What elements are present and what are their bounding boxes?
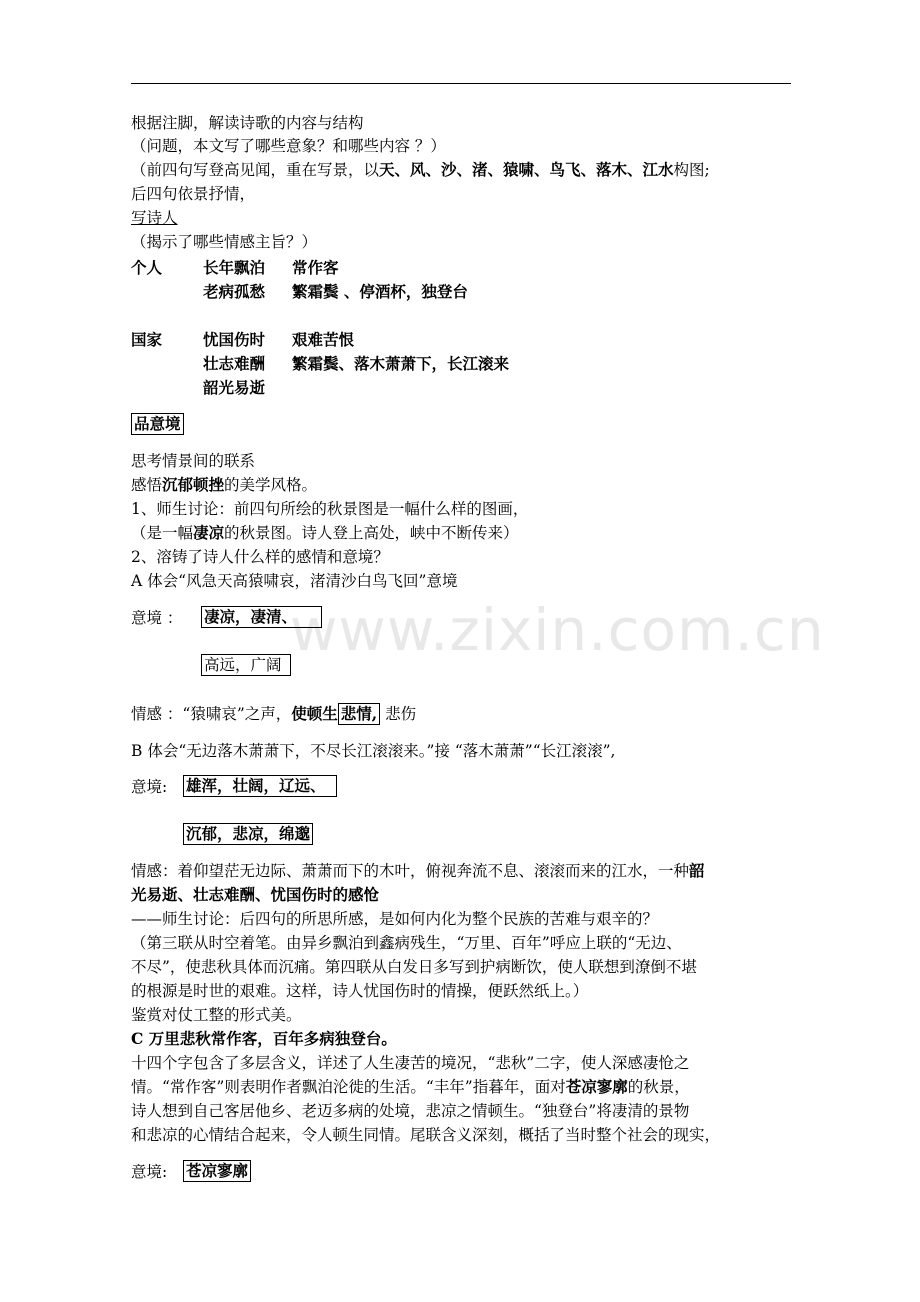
line-think: 思考情景间的联系 (131, 452, 256, 470)
line-b-experience: B 体会“无边落木萧萧下，不尽长江滚滚来。”接 “落木萧萧”“长江滚滚”, (131, 742, 616, 760)
yijing-1-label: 意境 ： (131, 609, 183, 627)
text: 的美学风格。 (224, 476, 318, 494)
line-para-7: 和悲凉的心情结合起来，令人顿生同情。尾联含义深刻，概括了当时整个社会的现实， (131, 1126, 721, 1144)
nation-2a: 壮志难酬 (203, 354, 266, 373)
bold-text: 苍凉寥廓 (565, 1077, 628, 1096)
text: （是一幅 (131, 524, 194, 542)
bold-text: 凄凉 (193, 523, 225, 542)
section-heading (131, 413, 184, 435)
line-a-experience: A 体会“风急天高猿啸哀，渚清沙白鸟飞回”意境 (131, 572, 458, 590)
yijing-1-box-2-wrap (201, 654, 291, 676)
line-para-5 (131, 1076, 690, 1098)
yijing-3-box-wrap (183, 1160, 251, 1182)
line-qinggan-2b: 光易逝、壮志难酬、忧国伤时的感怆 (131, 885, 380, 904)
line-c-couplet: C 万里悲秋常作客，百年多病独登台。 (131, 1029, 397, 1048)
line-answer-1 (131, 522, 519, 544)
line-qinggan-2 (131, 860, 705, 882)
yijing-1-box-2: 高远，广阔 (201, 654, 291, 676)
personal-1a: 长年飘泊 (203, 258, 266, 277)
text: 情感：着仰望茫无边际、萧萧而下的木叶，俯视奔流不息、滚滚而来的江水，一种 (131, 862, 690, 880)
text: 的秋景图。诗人登上高处，峡中不断传来） (224, 524, 519, 542)
yijing-1-box-1-wrap (201, 606, 322, 628)
bold-text: 使顿生 (291, 704, 338, 723)
line-para-4: 十四个字包含了多层含义，详述了人生凄苦的境况，“悲秋”二字，使人深感凄怆之 (131, 1054, 690, 1072)
text: 的秋景， (627, 1078, 690, 1096)
personal-2a: 老病孤愁 (203, 282, 266, 301)
line-question-2: 2、溶铸了诗人什么样的感情和意境？ (131, 548, 389, 566)
nation-1b: 艰难苦恨 (292, 330, 355, 349)
line-question: （问题，本文写了哪些意象？和哪些内容 ？） (131, 137, 446, 155)
nation-3a: 韶光易逝 (203, 378, 266, 397)
yijing-1-box-1: 凄凉，凄清、 (201, 606, 322, 628)
line-para-3: 的根源是时世的艰难。这样，诗人忧国伤时的情操，便跃然纸上。） (131, 982, 589, 1000)
line-discuss-1: 1、师生讨论：前四句所绘的秋景图是一幅什么样的图画， (131, 500, 529, 518)
text: （前四句写登高见闻，重在写景，以 (131, 161, 380, 179)
yijing-2-box-2: 沉郁，悲凉，绵邈 (183, 823, 313, 845)
nation-2b: 繁霜鬓、落木萧萧下，长江滚来 (292, 354, 510, 373)
nation-1a: 忧国伤时 (203, 330, 266, 349)
text: 情感 ：“猿啸哀”之声， (131, 705, 292, 723)
label-nation: 国家 (131, 330, 163, 349)
personal-1b: 常作客 (292, 258, 339, 277)
bold-text: 沉郁顿挫 (162, 475, 225, 494)
line-write-poet: 写诗人 (131, 209, 178, 227)
line-discuss-2: ——师生讨论：后四句的所思所感，是如何内化为整个民族的苦难与艰辛的？ (131, 910, 659, 928)
line-intro: 根据注脚，解读诗歌的内容与结构 (131, 114, 364, 132)
line-style (131, 474, 317, 496)
text: 情。“常作客”则表明作者飘泊沦徙的生活。“丰年”指暮年，面对 (131, 1078, 566, 1096)
label-personal: 个人 (131, 258, 163, 277)
yijing-2-label: 意境: (131, 778, 168, 796)
line-last-four: 后四句依景抒情， (131, 185, 256, 203)
line-appreciate: 鉴赏对仗工整的形式美。 (131, 1006, 302, 1024)
yijing-2-box-2-wrap (183, 823, 313, 845)
section-box: 品意境 (131, 413, 184, 435)
yijing-2-box-1-wrap (183, 775, 337, 797)
yijing-2-box-1: 雄浑，壮阔，辽远、 (183, 775, 337, 797)
line-first-four (131, 159, 710, 181)
line-qinggan-1 (131, 703, 416, 725)
bold-text: 韶 (689, 861, 705, 880)
line-para-1: （第三联从时空着笔。由异乡飘泊到鑫病残生，“万里、百年”呼应上联的“无边、 (131, 934, 682, 952)
personal-2b: 繁霜鬓 、停酒杯，独登台 (292, 282, 468, 301)
line-para-6: 诗人想到自己客居他乡、老迈多病的处境，悲凉之情顿生。“独登台”将凄清的景物 (131, 1102, 690, 1120)
header-rule (131, 83, 791, 84)
text: 构图; (673, 161, 710, 179)
text: 感悟 (131, 476, 163, 494)
bold-text: 天、风、沙、渚、猿啸、鸟飞、落木、江水 (379, 160, 674, 179)
qinggan-1-box: 悲情, (338, 703, 380, 725)
yijing-3-label: 意境: (131, 1163, 168, 1181)
text: 悲伤 (380, 705, 417, 723)
watermark: www.zixin.com.cn (290, 596, 825, 664)
line-theme-question: （揭示了哪些情感主旨？） (131, 233, 318, 251)
line-para-2: 不尽”，使悲秋具体而沉痛。第四联从白发日多写到护病断饮，使人联想到潦倒不堪 (131, 958, 697, 976)
yijing-3-box: 苍凉寥廓 (183, 1160, 251, 1182)
